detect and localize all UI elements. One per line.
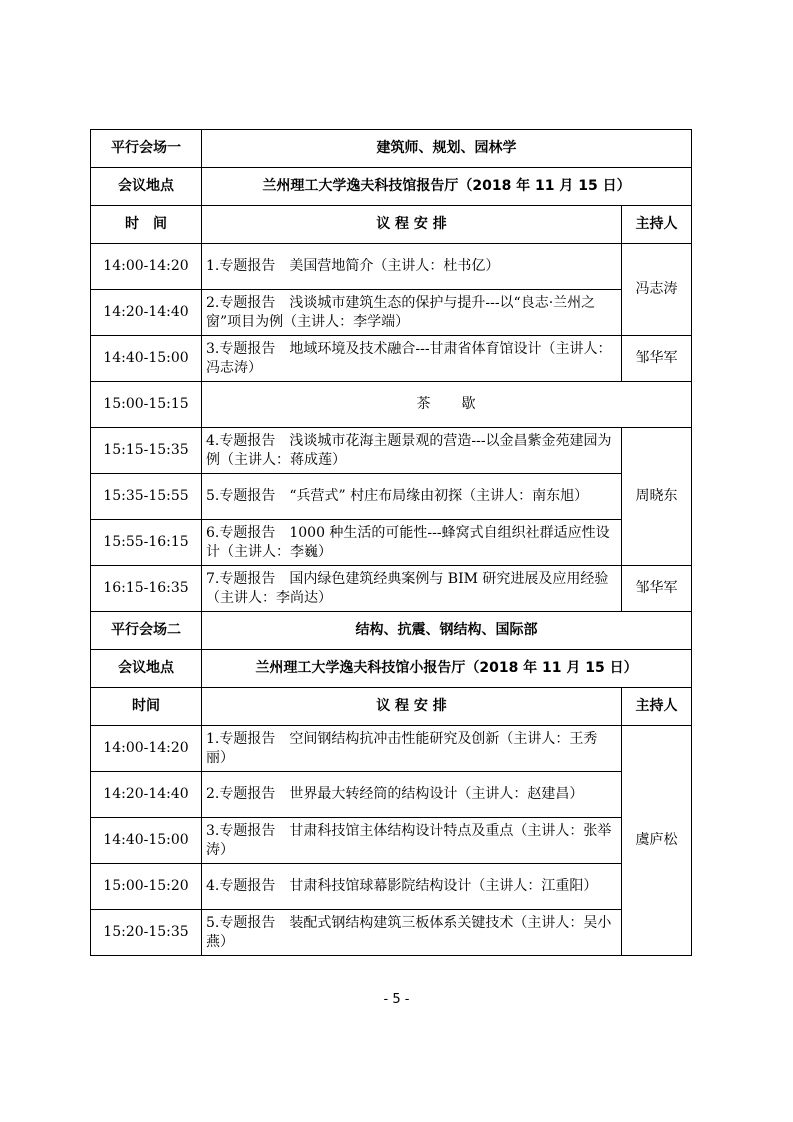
table-row xyxy=(91,474,692,520)
host-cell: 邹华军 xyxy=(622,336,692,382)
topic-cell: 3.专题报告 甘肃科技馆主体结构设计特点及重点（主讲人：张举涛） xyxy=(202,818,622,864)
time-cell: 14:00-14:20 xyxy=(91,244,202,290)
session2-venue-label: 会议地点 xyxy=(91,650,202,688)
session1-venue: 兰州理工大学逸夫科技馆报告厅（2018 年 11 月 15 日） xyxy=(202,168,692,206)
session2-column-header-row xyxy=(91,688,692,726)
time-cell: 15:00-15:20 xyxy=(91,864,202,910)
session2-col-time: 时间 xyxy=(91,688,202,726)
table-row xyxy=(91,290,692,336)
page-number: - 5 - xyxy=(383,992,410,1007)
table-row xyxy=(91,336,692,382)
topic-cell: 3.专题报告 地域环境及技术融合---甘肃省体育馆设计（主讲人：冯志涛） xyxy=(202,336,622,382)
time-cell: 15:00-15:15 xyxy=(91,382,202,428)
topic-cell: 5.专题报告 “兵营式” 村庄布局缘由初探（主讲人：南东旭） xyxy=(202,474,622,520)
session1-header-row xyxy=(91,130,692,168)
time-cell: 14:40-15:00 xyxy=(91,818,202,864)
time-cell: 15:20-15:35 xyxy=(91,910,202,956)
session1-col-agenda: 议 程 安 排 xyxy=(202,206,622,244)
table-row xyxy=(91,566,692,612)
table-row xyxy=(91,520,692,566)
session2-theme: 结构、抗震、钢结构、国际部 xyxy=(202,612,692,650)
session1-label: 平行会场一 xyxy=(91,130,202,168)
session1-venue-row xyxy=(91,168,692,206)
host-cell: 虞庐松 xyxy=(622,726,692,956)
agenda-table xyxy=(90,129,692,956)
break-label: 茶 歇 xyxy=(202,382,692,428)
time-cell: 15:55-16:15 xyxy=(91,520,202,566)
time-cell: 14:20-14:40 xyxy=(91,772,202,818)
host-cell: 周晓东 xyxy=(622,428,692,566)
topic-cell: 4.专题报告 甘肃科技馆球幕影院结构设计（主讲人：江重阳） xyxy=(202,864,622,910)
session1-theme: 建筑师、规划、园林学 xyxy=(202,130,692,168)
time-cell: 15:15-15:35 xyxy=(91,428,202,474)
topic-cell: 4.专题报告 浅谈城市花海主题景观的营造---以金昌紫金苑建园为例（主讲人：蒋成莲） xyxy=(202,428,622,474)
session2-venue-row xyxy=(91,650,692,688)
session2-header-row xyxy=(91,612,692,650)
break-row xyxy=(91,382,692,428)
session1-col-time: 时 间 xyxy=(91,206,202,244)
session2-label: 平行会场二 xyxy=(91,612,202,650)
topic-cell: 2.专题报告 世界最大转经筒的结构设计（主讲人：赵建昌） xyxy=(202,772,622,818)
topic-cell: 1.专题报告 空间钢结构抗冲击性能研究及创新（主讲人：王秀丽） xyxy=(202,726,622,772)
session2-col-agenda: 议 程 安 排 xyxy=(202,688,622,726)
time-cell: 14:00-14:20 xyxy=(91,726,202,772)
topic-cell: 7.专题报告 国内绿色建筑经典案例与 BIM 研究进展及应用经验（主讲人：李尚达） xyxy=(202,566,622,612)
topic-cell: 2.专题报告 浅谈城市建筑生态的保护与提升---以“良志·兰州之窗”项目为例（主讲人：李学端） xyxy=(202,290,622,336)
table-row xyxy=(91,864,692,910)
topic-cell: 5.专题报告 装配式钢结构建筑三板体系关键技术（主讲人：吴小燕） xyxy=(202,910,622,956)
time-cell: 14:40-15:00 xyxy=(91,336,202,382)
host-cell: 冯志涛 xyxy=(622,244,692,336)
host-cell: 邹华军 xyxy=(622,566,692,612)
session1-venue-label: 会议地点 xyxy=(91,168,202,206)
time-cell: 15:35-15:55 xyxy=(91,474,202,520)
time-cell: 14:20-14:40 xyxy=(91,290,202,336)
table-row xyxy=(91,428,692,474)
table-row xyxy=(91,244,692,290)
session2-col-host: 主持人 xyxy=(622,688,692,726)
session2-venue: 兰州理工大学逸夫科技馆小报告厅（2018 年 11 月 15 日） xyxy=(202,650,692,688)
topic-cell: 6.专题报告 1000 种生活的可能性---蜂窝式自组织社群适应性设计（主讲人：李巍） xyxy=(202,520,622,566)
topic-cell: 1.专题报告 美国营地简介（主讲人：杜书亿） xyxy=(202,244,622,290)
time-cell: 16:15-16:35 xyxy=(91,566,202,612)
session1-column-header-row xyxy=(91,206,692,244)
table-row xyxy=(91,772,692,818)
table-row xyxy=(91,910,692,956)
table-row xyxy=(91,818,692,864)
table-row xyxy=(91,726,692,772)
session1-col-host: 主持人 xyxy=(622,206,692,244)
